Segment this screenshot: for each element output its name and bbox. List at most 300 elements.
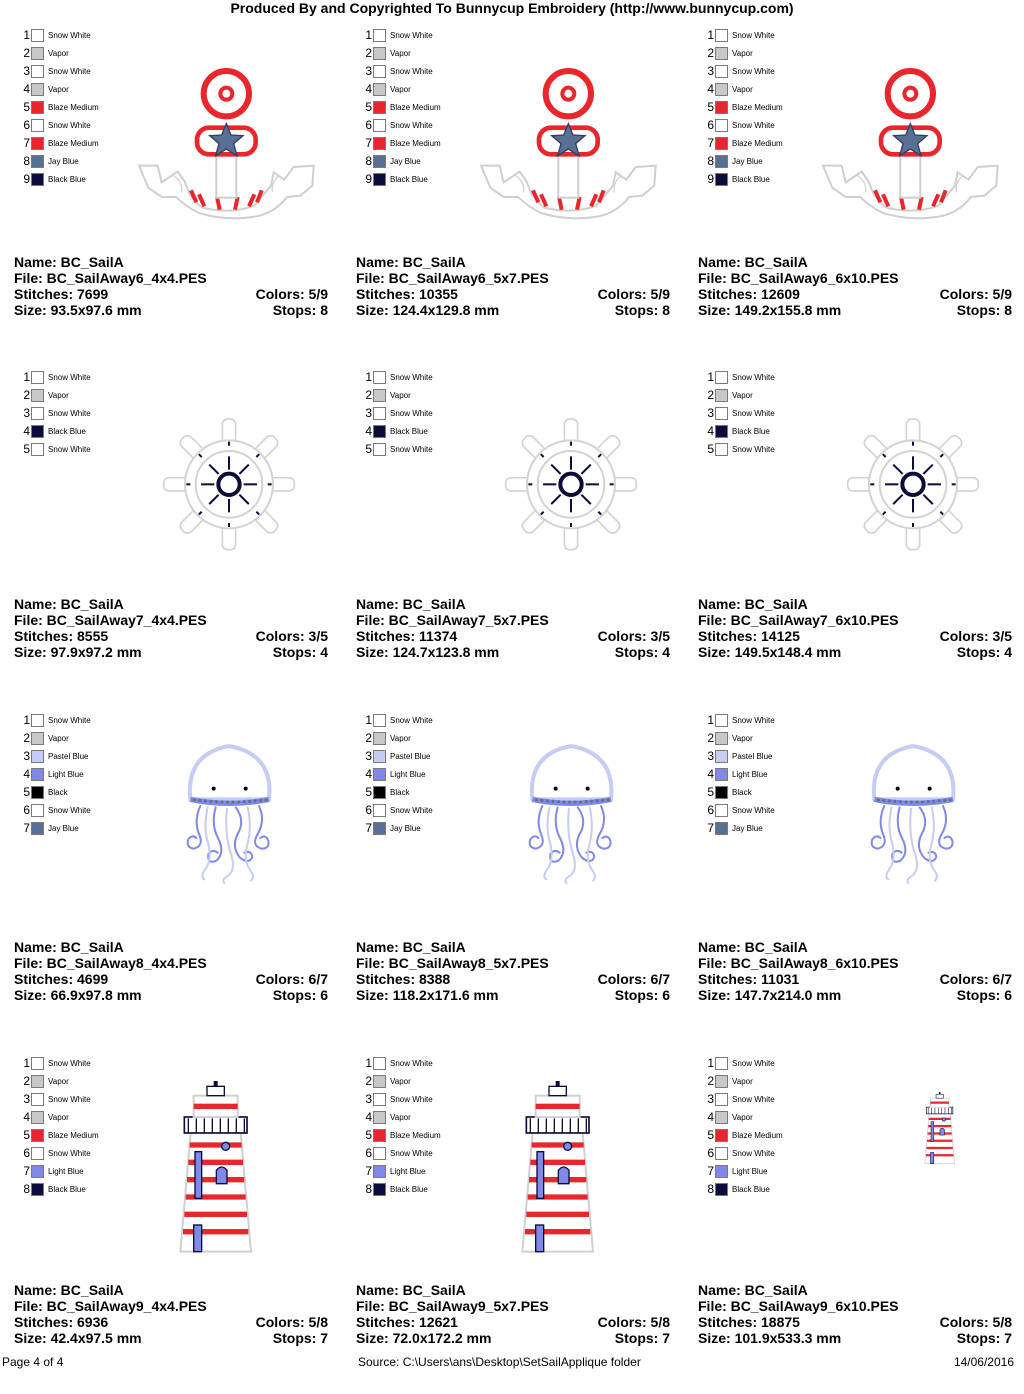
color-swatch — [31, 425, 44, 438]
legend-row — [18, 711, 91, 729]
legend-number: 3 — [365, 406, 372, 420]
color-count: Colors: 3/5 — [597, 628, 670, 644]
design-info — [698, 254, 1012, 318]
color-count: Colors: 5/9 — [939, 286, 1012, 302]
legend-number: 1 — [707, 28, 714, 42]
legend-row — [360, 783, 433, 801]
legend-number: 1 — [23, 28, 30, 42]
design-size: Size: 97.9x97.2 mm — [14, 644, 142, 660]
legend-row — [360, 62, 441, 80]
legend-number: 6 — [23, 1146, 30, 1160]
legend-row — [18, 98, 99, 116]
thread-name: Blaze Medium — [390, 1130, 441, 1140]
design-info — [14, 596, 328, 660]
legend-number: 6 — [23, 803, 30, 817]
design-file: File: BC_SailAway9_5x7.PES — [356, 1298, 549, 1314]
legend-row — [18, 783, 91, 801]
legend-number: 4 — [707, 1110, 714, 1124]
thread-name: Snow White — [732, 372, 775, 382]
legend-row — [18, 729, 91, 747]
legend-row — [18, 1054, 99, 1072]
legend-row — [18, 440, 91, 458]
thread-name: Jay Blue — [732, 156, 763, 166]
anchor-art — [823, 71, 998, 218]
legend-row — [702, 819, 775, 837]
design-name: Name: BC_SailA — [356, 1282, 466, 1298]
source-path: Source: C:\Users\ans\Desktop\SetSailApplique folder — [358, 1355, 641, 1369]
legend-row — [702, 1090, 783, 1108]
color-swatch — [31, 101, 44, 114]
legend-number: 4 — [365, 82, 372, 96]
ship-wheel-art — [506, 419, 637, 550]
design-info — [698, 1282, 1012, 1346]
legend-number: 4 — [365, 424, 372, 438]
thread-name: Black Blue — [390, 426, 428, 436]
color-swatch — [31, 1183, 44, 1196]
legend-row — [702, 801, 775, 819]
thread-name: Snow White — [48, 444, 91, 454]
color-swatch — [373, 1111, 386, 1124]
stitch-count: Stitches: 6936 — [14, 1314, 109, 1330]
thread-name: Blaze Medium — [390, 102, 441, 112]
color-swatch — [715, 389, 728, 402]
legend-row — [360, 1090, 441, 1108]
thread-name: Black Blue — [732, 426, 770, 436]
color-swatch — [373, 371, 386, 384]
legend-row — [18, 152, 99, 170]
legend-number: 4 — [23, 424, 30, 438]
legend-number: 1 — [365, 713, 372, 727]
legend-number: 4 — [23, 767, 30, 781]
legend-number: 5 — [23, 442, 30, 456]
color-swatch — [373, 137, 386, 150]
legend-number: 1 — [23, 370, 30, 384]
thread-name: Vapor — [732, 84, 753, 94]
legend-row — [702, 386, 775, 404]
design-info — [698, 596, 1012, 660]
color-count: Colors: 5/8 — [597, 1314, 670, 1330]
color-swatch — [373, 1147, 386, 1160]
legend-number: 5 — [707, 1128, 714, 1142]
stitch-count: Stitches: 12621 — [356, 1314, 458, 1330]
color-swatch — [715, 47, 728, 60]
stop-count: Stops: 7 — [956, 1330, 1012, 1346]
legend-number: 4 — [365, 767, 372, 781]
thread-name: Light Blue — [48, 1166, 84, 1176]
color-swatch — [373, 732, 386, 745]
legend-row — [702, 1144, 783, 1162]
thread-name: Blaze Medium — [48, 102, 99, 112]
color-swatch — [373, 768, 386, 781]
legend-number: 9 — [707, 172, 714, 186]
print-date: 14/06/2016 — [953, 1355, 1014, 1369]
color-swatch — [715, 137, 728, 150]
thread-name: Snow White — [390, 444, 433, 454]
thread-name: Pastel Blue — [48, 751, 89, 761]
design-info — [14, 939, 328, 1003]
thread-name: Black Blue — [48, 426, 86, 436]
legend-number: 6 — [707, 1146, 714, 1160]
color-swatch — [715, 83, 728, 96]
legend-row — [702, 1108, 783, 1126]
legend-number: 3 — [365, 64, 372, 78]
thread-name: Blaze Medium — [48, 1130, 99, 1140]
color-swatch — [373, 83, 386, 96]
legend-row — [702, 404, 775, 422]
legend-row — [360, 711, 433, 729]
color-swatch — [715, 155, 728, 168]
legend-row — [360, 765, 433, 783]
color-count: Colors: 6/7 — [939, 971, 1012, 987]
legend-row — [702, 440, 775, 458]
legend-number: 3 — [23, 64, 30, 78]
design-name: Name: BC_SailA — [14, 254, 124, 270]
color-swatch — [31, 1129, 44, 1142]
color-swatch — [373, 1057, 386, 1070]
thread-name: Snow White — [390, 120, 433, 130]
thread-name: Blaze Medium — [732, 102, 783, 112]
legend-number: 3 — [707, 406, 714, 420]
color-swatch — [373, 822, 386, 835]
color-swatch — [373, 750, 386, 763]
legend-row — [702, 422, 775, 440]
stitch-count: Stitches: 12609 — [698, 286, 800, 302]
color-swatch — [715, 1129, 728, 1142]
color-swatch — [715, 425, 728, 438]
thread-name: Snow White — [390, 805, 433, 815]
legend-row — [702, 711, 775, 729]
color-swatch — [373, 389, 386, 402]
legend-number: 8 — [23, 1182, 30, 1196]
design-size: Size: 66.9x97.8 mm — [14, 987, 142, 1003]
legend-number: 8 — [707, 1182, 714, 1196]
legend-number: 5 — [365, 1128, 372, 1142]
legend-row — [702, 98, 783, 116]
design-size: Size: 149.2x155.8 mm — [698, 302, 842, 318]
thread-name: Snow White — [732, 1058, 775, 1068]
color-swatch — [715, 732, 728, 745]
design-file: File: BC_SailAway7_4x4.PES — [14, 612, 207, 628]
legend-row — [702, 134, 783, 152]
design-name: Name: BC_SailA — [356, 939, 466, 955]
legend-row — [702, 44, 783, 62]
legend-number: 5 — [23, 1128, 30, 1142]
design-info — [14, 254, 328, 318]
legend-number: 8 — [707, 154, 714, 168]
color-swatch — [715, 1183, 728, 1196]
stitch-count: Stitches: 8388 — [356, 971, 451, 987]
legend-number: 2 — [365, 1074, 372, 1088]
legend-row — [360, 26, 441, 44]
color-swatch — [373, 173, 386, 186]
design-name: Name: BC_SailA — [356, 596, 466, 612]
design-size: Size: 72.0x172.2 mm — [356, 1330, 492, 1346]
thread-name: Snow White — [48, 805, 91, 815]
legend-number: 4 — [707, 424, 714, 438]
thread-legend — [360, 368, 433, 458]
legend-number: 7 — [23, 1164, 30, 1178]
thread-name: Blaze Medium — [390, 138, 441, 148]
legend-number: 5 — [23, 100, 30, 114]
thread-name: Snow White — [48, 715, 91, 725]
color-count: Colors: 3/5 — [255, 628, 328, 644]
thread-name: Blaze Medium — [732, 1130, 783, 1140]
legend-number: 2 — [365, 731, 372, 745]
thread-name: Jay Blue — [48, 156, 79, 166]
color-swatch — [31, 1165, 44, 1178]
legend-row — [18, 1162, 99, 1180]
color-swatch — [31, 155, 44, 168]
thread-name: Vapor — [48, 1112, 69, 1122]
thread-legend — [702, 711, 775, 837]
legend-row — [18, 368, 91, 386]
thread-name: Snow White — [48, 120, 91, 130]
thread-name: Snow White — [732, 805, 775, 815]
color-swatch — [715, 119, 728, 132]
legend-row — [360, 1054, 441, 1072]
legend-number: 1 — [23, 713, 30, 727]
thread-name: Vapor — [732, 48, 753, 58]
color-swatch — [31, 786, 44, 799]
legend-row — [18, 422, 91, 440]
legend-number: 2 — [23, 731, 30, 745]
thread-name: Snow White — [390, 715, 433, 725]
design-info — [356, 939, 670, 1003]
legend-number: 3 — [23, 749, 30, 763]
thread-name: Vapor — [390, 733, 411, 743]
thread-name: Black Blue — [732, 174, 770, 184]
color-swatch — [373, 1075, 386, 1088]
thread-name: Jay Blue — [48, 823, 79, 833]
design-file: File: BC_SailAway8_6x10.PES — [698, 955, 899, 971]
legend-number: 2 — [365, 388, 372, 402]
legend-number: 3 — [365, 1092, 372, 1106]
legend-number: 3 — [23, 406, 30, 420]
design-info — [356, 1282, 670, 1346]
thread-name: Snow White — [732, 444, 775, 454]
legend-number: 5 — [707, 785, 714, 799]
thread-name: Vapor — [48, 1076, 69, 1086]
legend-row — [702, 1072, 783, 1090]
legend-number: 1 — [707, 713, 714, 727]
legend-number: 2 — [707, 1074, 714, 1088]
thread-name: Light Blue — [390, 1166, 426, 1176]
stitch-count: Stitches: 4699 — [14, 971, 109, 987]
stop-count: Stops: 4 — [956, 644, 1012, 660]
color-count: Colors: 5/8 — [939, 1314, 1012, 1330]
page-footer — [0, 1354, 1024, 1370]
color-swatch — [373, 1183, 386, 1196]
legend-row — [18, 116, 99, 134]
legend-number: 6 — [23, 118, 30, 132]
thread-name: Black Blue — [390, 174, 428, 184]
legend-number: 2 — [365, 46, 372, 60]
jellyfish-art — [188, 746, 270, 883]
legend-row — [702, 26, 783, 44]
color-swatch — [373, 1093, 386, 1106]
legend-number: 6 — [365, 1146, 372, 1160]
color-swatch — [715, 407, 728, 420]
design-cell — [14, 24, 344, 366]
color-count: Colors: 5/8 — [255, 1314, 328, 1330]
color-swatch — [373, 65, 386, 78]
page-header: Produced By and Copyrighted To Bunnycup Embroidery (http://www.bunnycup.com) — [230, 0, 794, 16]
design-info — [356, 254, 670, 318]
legend-row — [360, 1162, 441, 1180]
legend-number: 4 — [707, 82, 714, 96]
legend-number: 5 — [365, 100, 372, 114]
design-cell — [698, 1052, 1024, 1394]
legend-number: 2 — [23, 1074, 30, 1088]
legend-number: 9 — [365, 172, 372, 186]
legend-row — [702, 62, 783, 80]
legend-number: 4 — [707, 767, 714, 781]
design-size: Size: 124.7x123.8 mm — [356, 644, 500, 660]
color-swatch — [715, 1147, 728, 1160]
stop-count: Stops: 7 — [272, 1330, 328, 1346]
design-info — [356, 596, 670, 660]
color-swatch — [715, 173, 728, 186]
thread-name: Vapor — [48, 84, 69, 94]
color-swatch — [715, 371, 728, 384]
design-size: Size: 147.7x214.0 mm — [698, 987, 842, 1003]
color-swatch — [373, 1165, 386, 1178]
color-swatch — [715, 65, 728, 78]
thread-name: Vapor — [390, 1112, 411, 1122]
anchor-design-preview — [461, 24, 681, 254]
color-swatch — [31, 714, 44, 727]
color-swatch — [715, 768, 728, 781]
stop-count: Stops: 8 — [614, 302, 670, 318]
design-cell — [14, 1052, 344, 1394]
design-name: Name: BC_SailA — [698, 254, 808, 270]
stop-count: Stops: 6 — [956, 987, 1012, 1003]
legend-row — [18, 170, 99, 188]
thread-name: Snow White — [48, 1094, 91, 1104]
stop-count: Stops: 8 — [956, 302, 1012, 318]
legend-number: 7 — [707, 1164, 714, 1178]
thread-legend — [702, 1054, 783, 1198]
legend-row — [360, 801, 433, 819]
anchor-design-preview — [803, 24, 1023, 254]
design-file: File: BC_SailAway6_6x10.PES — [698, 270, 899, 286]
lighthouse-art — [925, 1092, 955, 1164]
thread-name: Snow White — [48, 66, 91, 76]
design-info — [698, 939, 1012, 1003]
thread-legend — [18, 368, 91, 458]
legend-number: 1 — [707, 1056, 714, 1070]
jellyfish-design-preview — [461, 709, 681, 939]
thread-name: Snow White — [390, 66, 433, 76]
color-swatch — [31, 371, 44, 384]
legend-row — [18, 44, 99, 62]
legend-number: 1 — [23, 1056, 30, 1070]
design-size: Size: 42.4x97.5 mm — [14, 1330, 142, 1346]
legend-row — [360, 747, 433, 765]
legend-number: 2 — [23, 46, 30, 60]
color-swatch — [31, 822, 44, 835]
stitch-count: Stitches: 18875 — [698, 1314, 800, 1330]
design-cell — [356, 366, 686, 708]
legend-row — [18, 1126, 99, 1144]
color-swatch — [715, 443, 728, 456]
design-name: Name: BC_SailA — [356, 254, 466, 270]
color-swatch — [373, 714, 386, 727]
color-swatch — [31, 804, 44, 817]
legend-number: 3 — [707, 749, 714, 763]
stitch-count: Stitches: 11031 — [698, 971, 800, 987]
legend-row — [360, 386, 433, 404]
legend-number: 4 — [23, 1110, 30, 1124]
design-file: File: BC_SailAway8_5x7.PES — [356, 955, 549, 971]
thread-name: Vapor — [48, 48, 69, 58]
legend-number: 3 — [707, 64, 714, 78]
thread-name: Vapor — [390, 84, 411, 94]
design-file: File: BC_SailAway9_4x4.PES — [14, 1298, 207, 1314]
color-swatch — [31, 47, 44, 60]
legend-number: 5 — [707, 100, 714, 114]
color-swatch — [715, 714, 728, 727]
legend-row — [18, 404, 91, 422]
thread-name: Jay Blue — [390, 823, 421, 833]
legend-row — [360, 1144, 441, 1162]
color-swatch — [31, 1111, 44, 1124]
legend-number: 5 — [707, 442, 714, 456]
color-swatch — [373, 443, 386, 456]
thread-legend — [360, 26, 441, 188]
thread-name: Snow White — [732, 715, 775, 725]
color-swatch — [373, 786, 386, 799]
thread-legend — [360, 711, 433, 837]
stitch-count: Stitches: 11374 — [356, 628, 458, 644]
stop-count: Stops: 6 — [614, 987, 670, 1003]
design-name: Name: BC_SailA — [14, 596, 124, 612]
design-cell — [356, 1052, 686, 1394]
color-swatch — [715, 786, 728, 799]
color-swatch — [715, 1111, 728, 1124]
design-file: File: BC_SailAway6_4x4.PES — [14, 270, 207, 286]
color-swatch — [715, 101, 728, 114]
legend-row — [18, 80, 99, 98]
thread-legend — [18, 711, 91, 837]
thread-name: Snow White — [390, 1094, 433, 1104]
legend-row — [18, 747, 91, 765]
stitch-count: Stitches: 7699 — [14, 286, 109, 302]
legend-number: 7 — [365, 1164, 372, 1178]
legend-row — [18, 26, 99, 44]
thread-name: Snow White — [732, 30, 775, 40]
legend-number: 4 — [365, 1110, 372, 1124]
thread-name: Snow White — [732, 408, 775, 418]
legend-row — [702, 765, 775, 783]
thread-name: Snow White — [732, 1094, 775, 1104]
color-swatch — [715, 822, 728, 835]
legend-row — [702, 170, 783, 188]
thread-name: Snow White — [390, 1058, 433, 1068]
legend-number: 7 — [365, 821, 372, 835]
thread-name: Snow White — [48, 1148, 91, 1158]
legend-row — [702, 1126, 783, 1144]
legend-row — [702, 80, 783, 98]
legend-number: 8 — [365, 154, 372, 168]
stop-count: Stops: 7 — [614, 1330, 670, 1346]
thread-name: Black — [48, 787, 68, 797]
legend-row — [18, 819, 91, 837]
thread-name: Snow White — [732, 66, 775, 76]
design-name: Name: BC_SailA — [14, 939, 124, 955]
legend-number: 7 — [707, 821, 714, 835]
color-swatch — [31, 119, 44, 132]
